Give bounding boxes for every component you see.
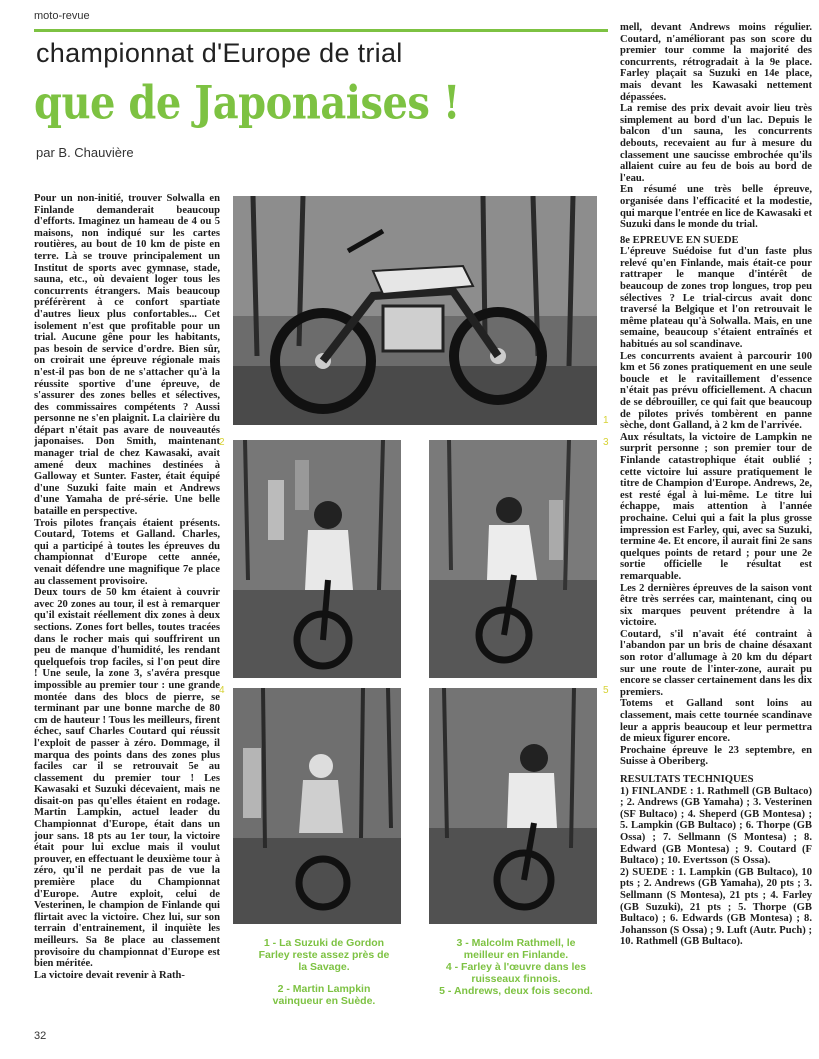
article-paragraph: En résumé une très belle épreuve, organisée dans l'efficacité et la modestie, qui marque l'entrée en lice de Kawasaki et Suzuki dans le monde du trial.	[620, 184, 812, 231]
article-paragraph: Trois pilotes français étaient présents. Coutard, Totems et Galland. Charles, qui a participé à toutes les épreuves du championnat d'Europe cette année, venait défendre une magnifique 7e place au classement provisoire.	[34, 517, 220, 587]
page-number: 32	[34, 1030, 47, 1042]
article-paragraph: Prochaine épreuve le 23 septembre, en Suisse à Oberiberg.	[620, 744, 812, 768]
caption-text: 5 - Andrews, deux fois second.	[439, 985, 593, 997]
photo-number-4: 4	[219, 685, 225, 696]
results-sweden: 2) SUEDE : 1. Lampkin (GB Bultaco), 10 pts ; 2. Andrews (GB Yamaha), 20 pts ; 3. Sellmann (S Montesa), 21 pts ; 4. Farley (GB Suzuki), 21 pts ; 5. Thorpe (GB Bultaco) ; 6. Edwards (GB Montesa) ; 8. Johansson (S Ossa) ; 9. Luft (Autr. Puch) ; 10. Rathmell (GB Bultaco).	[620, 866, 812, 948]
article-paragraph: Les concurrents avaient à parcourir 100 km et 56 zones pratiquement en une seule boucle et le ravitaillement d'essence n'était pas prévu officiellement. A chacun de se débrouiller, ce qui fait que beaucoup de pilotes privés tombèrent en panne sèche, dont Galland, à 2 km de l'arrivée.	[620, 350, 812, 432]
caption-text: 4 - Farley à l'œuvre dans les ruisseaux finnois.	[445, 961, 587, 985]
article-paragraph: Deux tours de 50 km étaient à couvrir avec 20 zones au tour, il est à remarquer qu'il existait réellement dix zones à deux sections. Zones fort belles, toutes tracées dans le rocher mais qui souffrirent un peu de manque d'humidité, les rendant quelquefois trop faciles, si l'on peut dire ! Une seule, la zone 3, s'avéra presque impossible au premier tour : une grande montée dans des blocs de pierre, se terminant par une bonne marche de 80 cm de hauteur ! Tous les meilleurs, firent échec, sauf Charles Coutard qui réussit l'exploit de passer à zéro. Dommage, il marqua des points dans des zones plus faciles car il se retrouvait 5e au classement du premier tour ! Les Kawasaki et Suzuki décevaient, mais ne disait-on pas qu'elles étaient en rodage. Martin Lampkin, actuel leader du Championnat d'Europe, était dans un jour sans. 18 pts au 1er tour, la victoire était pour lui exclue mais il voulut prouver, en effectuant le deuxième tour à zéro, qu'il ne perdait pas de vue la première place du Championnat d'Europe. Autre exploit, celui de Vesterinen, le champion de Finlande qui flirtait avec la victoire. Chez lui, sur son terrain d'entrainement, il inquiète les meilleurs. Sa 8e place au classement provisoire du championnat d'Europe est bien méritée.	[34, 587, 220, 970]
photo-number-1: 1	[603, 415, 609, 426]
photo-rathmell	[429, 440, 597, 678]
article-paragraph: Pour un non-initié, trouver Solwalla en Finlande demanderait beaucoup d'efforts. Imaginez un hameau de 4 ou 5 maisons, non indiqué sur les cartes routières, au bout de 10 km de piste en terre. Là se trouve principalement un Institut de sports avec gymnase, stade, sauna, etc., où devaient loger tous les concurrents étrangers. Mais beaucoup préférèrent à ce confort spartiate d'autres lieux plus confortables... Cet isolement n'est que profitable pour un trial. Aucune gêne pour les habitants, pas besoin de service d'ordre. Bien sûr, on croirait une épreuve régionale mais n'est-il pas bon de ne s'attacher qu'à la réussite sportive d'une épreuve, de s'assurer des zones belles et sélectives, des commissaires compétents ? Aussi personne ne s'en plaignit. La clairière du départ n'était pas avare de nouveautés japonaises. Don Smith, maintenant manager trial de chez Kawasaki, avait amené deux machines destinées à Galloway et Sunter. Faster, était équipé d'une Suzuki faite main et Andrews d'une Yamaha de pré-série. Une belle bataille en perspective.	[34, 193, 220, 518]
article-paragraph: L'épreuve Suédoise fut d'un faste plus relevé qu'en Finlande, mais était-ce pour rattraper le manque d'intérêt de beaucoup de zones trop longues, trop peu sélectives ? Le trial-circus avait donc traversé la Belgique et l'on retrouvait le même plateau qu'à Solwalla. Mais, en une semaine, beaucoup s'étaient entraînés et habitués au sol scandinave.	[620, 246, 812, 351]
article-paragraph: La remise des prix devait avoir lieu très simplement au bord d'un lac. Depuis le balcon d'un sauna, les concurrents debouts, recevaient au fur à mesure du classement une saucisse embrochée qu'ils allaient cuire au feu de bois au bord de l'eau.	[620, 103, 812, 184]
section-heading: 8e EPREUVE EN SUEDE	[620, 234, 739, 246]
byline: par B. Chauvière	[36, 145, 134, 160]
caption-text: 3 - Malcolm Rathmell, le meilleur en Finlande.	[456, 937, 576, 961]
photo-farley	[233, 688, 401, 924]
results-finland: 1) FINLANDE : 1. Rathmell (GB Bultaco) ; 2. Andrews (GB Yamaha) ; 3. Vesterinen (SF Bultaco) ; 4. Sheperd (GB Montesa) ; 5. Lampkin (GB Bultaco) ; 6. Thorpe (GB Ossa) ; 7. Sellmann (S Montesa) ; 8. Edward (GB Montesa) ; 9. Coutard (F Bultaco) ; 10. Evertsson (S Ossa).	[620, 785, 812, 867]
header-rule	[34, 29, 608, 32]
article-paragraph: mell, devant Andrews moins régulier. Coutard, n'améliorant pas son score du premier tour comme la majorité des concurrents, rétrogradait à la 9e place. Farley plaçait sa Suzuki en 14e place, mais devant les Kawasaki nettement dépassées.	[620, 22, 812, 103]
photo-number-5: 5	[603, 685, 609, 696]
photo-andrews	[429, 688, 597, 924]
article-paragraph: La victoire devait revenir à Rath-	[34, 969, 185, 981]
section-label: moto-revue	[34, 10, 90, 22]
article-paragraph: Aux résultats, la victoire de Lampkin ne surprit personne ; son premier tour de Finlande catastrophique était oublié ; cette victoire lui assure pratiquement le titre de Champion d'Europe. Andrews, 2e, est resté égal à lui-même. Le titre lui échappe, mais attention à l'année prochaine. Celui qui a fait la plus grosse impression est Farley, qui, avec sa Suzuki, termine 4e. Et encore, il aurait fini 2e sans quelques points de retard ; pour une 2e sortie officielle le résultat est remarquable.	[620, 431, 812, 582]
left-column	[34, 193, 220, 1045]
photo-number-2: 2	[219, 437, 225, 448]
results-heading: RESULTATS TECHNIQUES	[620, 774, 754, 785]
caption-left	[254, 937, 394, 1007]
photo-lampkin	[233, 440, 401, 678]
article-paragraph: Coutard, s'il n'avait été contraint à l'abandon par un bris de chaine désaxant son rotor d'allumage à 20 km du départ sur une route de l'inter-zone, aurait pu encore se classer certainement dans les dix premiers.	[620, 628, 812, 698]
page-title: championnat d'Europe de trial	[36, 38, 403, 68]
article-paragraph: Totems et Galland sont loins au classement, mais cette tournée scandinave leur a appris beaucoup et leur permettra de mieux figurer encore.	[620, 698, 812, 745]
caption-text: 1 - La Suzuki de Gordon Farley reste assez près de la Savage.	[258, 937, 390, 973]
caption-right	[439, 937, 593, 997]
right-column	[620, 22, 812, 1032]
headline: que de Japonaises !	[34, 76, 460, 131]
photo-suzuki-motorcycle	[233, 196, 597, 425]
article-paragraph: Les 2 dernières épreuves de la saison vont être très serrées car, maintenant, cinq ou six marques peuvent prétendre à la victoire.	[620, 582, 812, 629]
photo-number-3: 3	[603, 437, 609, 448]
caption-text: 2 - Martin Lampkin vainqueur en Suède.	[272, 983, 376, 1007]
